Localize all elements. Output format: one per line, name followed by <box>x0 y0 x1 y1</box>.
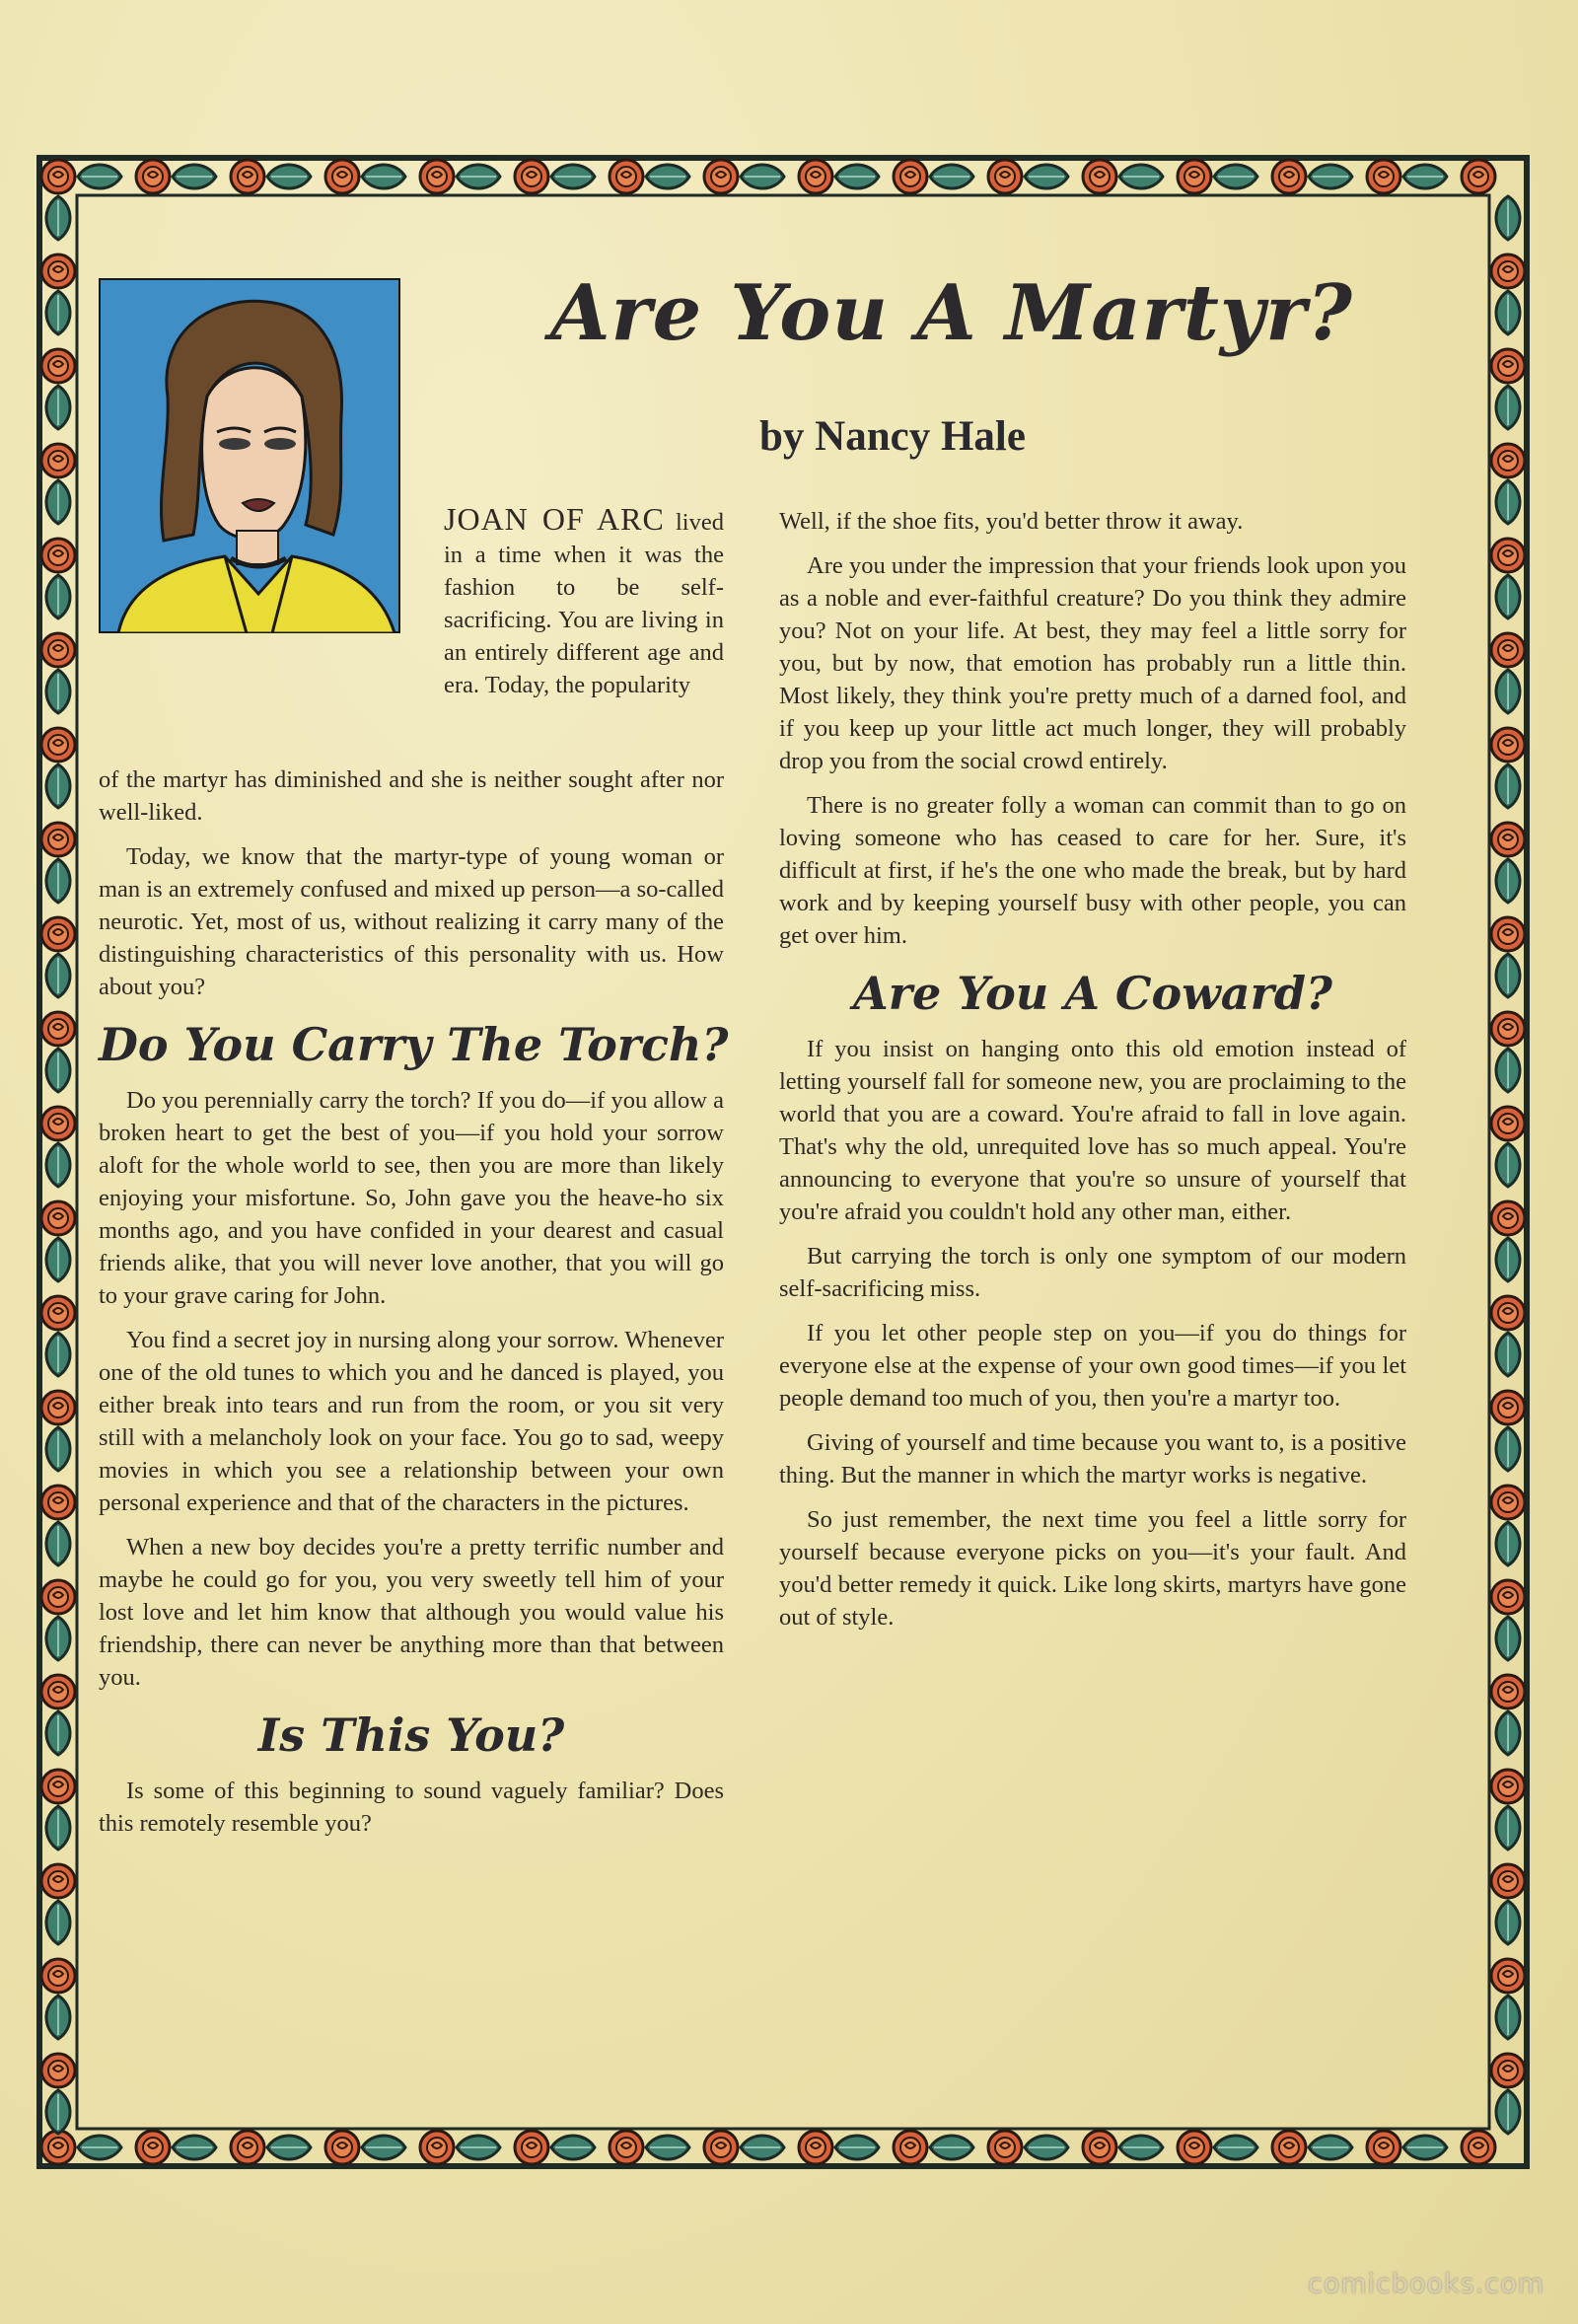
leaf-ornament <box>267 2136 311 2159</box>
rose-ornament <box>610 2131 643 2164</box>
paragraph: Do you perennially carry the torch? If you do—if you allow a broken heart to get the best of you—if you hold your sorrow aloft for the whole world to see, then you are more than likely enjoying your misfortune. So, John gave you the heave-ho six months ago, and you have confided in your dearest and casual friends alike, that you will never love another, that you will go to your grave caring for John. <box>99 1087 724 1309</box>
rose-ornament <box>1491 1959 1525 1993</box>
section-heading: Do You Carry The Torch? <box>99 1018 729 1071</box>
paragraph: Is some of this beginning to sound vaguely familiar? Does this remotely resemble you? <box>99 1778 724 1837</box>
rose-ornament <box>894 2131 927 2164</box>
intro-paragraph <box>444 503 724 713</box>
leaf-ornament <box>46 670 70 713</box>
rose-ornament <box>1491 917 1525 951</box>
paragraph: But carrying the torch is only one symptom of our modern self-sacrificing miss. <box>779 1243 1406 1302</box>
rose-ornament <box>136 2131 170 2164</box>
leaf-ornament <box>1496 859 1520 903</box>
rose-ornament <box>515 160 548 193</box>
leaf-ornament <box>267 165 311 188</box>
leaf-ornament <box>46 575 70 618</box>
leaf-ornament <box>1496 480 1520 524</box>
rose-ornament <box>325 160 359 193</box>
rose-ornament <box>1491 1201 1525 1235</box>
rose-ornament <box>1491 1770 1525 1803</box>
leaf-ornament <box>1496 291 1520 334</box>
rose-ornament <box>1491 1012 1525 1046</box>
rose-ornament <box>1491 1107 1525 1140</box>
rose-ornament <box>231 2131 264 2164</box>
rose-ornament <box>41 1296 75 1330</box>
rose-ornament <box>799 160 832 193</box>
rose-ornament <box>1491 254 1525 288</box>
rose-ornament <box>420 2131 454 2164</box>
paragraph: Well, if the shoe fits, you'd better throw it away. <box>779 508 1244 535</box>
leaf-ornament <box>78 2136 121 2159</box>
paragraph: Giving of yourself and time because you want to, is a positive thing. But the manner in which the martyr works is negative. <box>779 1429 1406 1489</box>
leaf-ornament <box>46 1143 70 1187</box>
leaf-ornament <box>46 1333 70 1376</box>
leaf-ornament <box>646 2136 689 2159</box>
leaf-ornament <box>1496 2090 1520 2134</box>
article-byline: by Nancy Hale <box>759 413 1026 460</box>
paragraph: So just remember, the next time you feel a little sorry for yourself because everyone picks on you—it's your fault. And you'd better remedy it quick. Like long skirts, martyrs have gone out of style. <box>779 1506 1406 1631</box>
rose-ornament <box>41 349 75 383</box>
rose-ornament <box>1178 2131 1211 2164</box>
leaf-ornament <box>46 386 70 429</box>
rose-ornament <box>41 1201 75 1235</box>
leaf-ornament <box>46 1996 70 2039</box>
leaf-ornament <box>1403 165 1447 188</box>
intro-continuation: of the martyr has diminished and she is neither sought after nor well-liked. <box>99 766 724 826</box>
rose-ornament <box>41 1580 75 1614</box>
leaf-ornament <box>78 165 121 188</box>
rose-ornament <box>41 2054 75 2087</box>
rose-ornament <box>41 1959 75 1993</box>
rose-ornament <box>1491 539 1525 572</box>
rose-ornament <box>1491 1296 1525 1330</box>
leaf-ornament <box>1309 2136 1352 2159</box>
leaf-ornament <box>46 2090 70 2134</box>
leaf-ornament <box>1496 1711 1520 1755</box>
paragraph: If you insist on hanging onto this old emotion instead of letting yourself fall for someone new, you are proclaiming to the world that you are a coward. You're afraid to fall in love again. That's why the old, unrequited love has so much appeal. You're announcing to everyone that you're so unsure of yourself that you're afraid you couldn't hold any other man, either. <box>779 1036 1406 1225</box>
rose-ornament <box>704 2131 738 2164</box>
leaf-ornament <box>1496 386 1520 429</box>
rose-ornament <box>1491 1675 1525 1708</box>
section-heading: Are You A Coward? <box>853 967 1332 1020</box>
article-title: Are You A Martyr? <box>550 268 1353 358</box>
rose-ornament <box>1491 633 1525 667</box>
leaf-ornament <box>46 1238 70 1281</box>
leaf-ornament <box>1403 2136 1447 2159</box>
rose-ornament <box>231 160 264 193</box>
leaf-ornament <box>930 165 973 188</box>
leaf-ornament <box>1119 165 1163 188</box>
left-column <box>99 763 729 1852</box>
woman-portrait-illustration <box>99 278 400 633</box>
leaf-ornament <box>46 1806 70 1850</box>
leaf-ornament <box>457 165 500 188</box>
intro-text: lived in a time when it was the fashion to be self-sacrificing. You are living in an entirely different age and era. Today, the popularity <box>444 509 724 698</box>
leaf-ornament <box>46 1711 70 1755</box>
leaf-ornament <box>1496 1049 1520 1092</box>
rose-ornament <box>1491 1391 1525 1424</box>
rose-ornament <box>1491 444 1525 477</box>
rose-ornament <box>420 160 454 193</box>
rose-ornament <box>1491 2054 1525 2087</box>
leaf-ornament <box>1119 2136 1163 2159</box>
leaf-ornament <box>646 165 689 188</box>
paragraph: Are you under the impression that your friends look upon you as a noble and ever-faithful creature? Do you think they admire you? Not on your life. At best, they may feel a little sorry for you, but by now, that emotion has probably run a little thin. Most likely, they think you're pretty much of a darned fool, and if you keep up your little act much longer, they will probably drop you from the social crowd entirely. <box>779 552 1406 774</box>
rose-ornament <box>136 160 170 193</box>
leaf-ornament <box>46 1522 70 1565</box>
rose-ornament <box>1178 160 1211 193</box>
rose-ornament <box>1491 823 1525 856</box>
site-watermark: comicbooks.com <box>1307 2269 1544 2299</box>
leaf-ornament <box>1496 1333 1520 1376</box>
rose-ornament <box>41 1012 75 1046</box>
leaf-ornament <box>173 2136 216 2159</box>
leaf-ornament <box>1496 1522 1520 1565</box>
leaf-ornament <box>46 480 70 524</box>
leaf-ornament <box>1025 2136 1068 2159</box>
rose-ornament <box>41 728 75 762</box>
rose-ornament <box>610 160 643 193</box>
rose-ornament <box>1491 1486 1525 1519</box>
rose-ornament <box>325 2131 359 2164</box>
leaf-ornament <box>457 2136 500 2159</box>
rose-ornament <box>41 160 75 193</box>
leaf-ornament <box>1496 1996 1520 2039</box>
right-column <box>779 505 1406 1645</box>
leaf-ornament <box>835 2136 879 2159</box>
rose-ornament <box>1083 2131 1116 2164</box>
rose-ornament <box>988 160 1022 193</box>
rose-ornament <box>41 1391 75 1424</box>
rose-ornament <box>41 917 75 951</box>
rose-ornament <box>799 2131 832 2164</box>
rose-ornament <box>515 2131 548 2164</box>
leaf-ornament <box>1496 1427 1520 1471</box>
rose-ornament <box>1491 349 1525 383</box>
leaf-ornament <box>1025 165 1068 188</box>
leaf-ornament <box>551 165 595 188</box>
rose-ornament <box>41 1107 75 1140</box>
rose-ornament <box>1462 2131 1495 2164</box>
leaf-ornament <box>1496 1806 1520 1850</box>
rose-ornament <box>1462 160 1495 193</box>
rose-ornament <box>1491 728 1525 762</box>
leaf-ornament <box>46 1049 70 1092</box>
rose-ornament <box>1367 160 1400 193</box>
leaf-ornament <box>362 2136 405 2159</box>
rose-ornament <box>41 1486 75 1519</box>
rose-ornament <box>41 444 75 477</box>
rose-ornament <box>1272 160 1306 193</box>
leaf-ornament <box>1496 196 1520 240</box>
leaf-ornament <box>1214 165 1257 188</box>
rose-ornament <box>1491 1864 1525 1898</box>
intro-dropcap: JOAN OF ARC <box>444 501 665 537</box>
rose-ornament <box>41 254 75 288</box>
leaf-ornament <box>1496 1901 1520 1944</box>
leaf-ornament <box>1309 165 1352 188</box>
paragraph: Today, we know that the martyr-type of young woman or man is an extremely confused and mixed up person—a so-called neurotic. Yet, most of us, without realizing it carry many of the distinguishing characteristics of this personality with us. How about you? <box>99 843 724 1000</box>
rose-ornament <box>41 1675 75 1708</box>
leaf-ornament <box>1496 1143 1520 1187</box>
leaf-ornament <box>46 1427 70 1471</box>
leaf-ornament <box>362 165 405 188</box>
rose-ornament <box>41 539 75 572</box>
leaf-ornament <box>46 859 70 903</box>
rose-ornament <box>41 2131 75 2164</box>
leaf-ornament <box>835 165 879 188</box>
leaf-ornament <box>551 2136 595 2159</box>
leaf-ornament <box>46 1617 70 1660</box>
rose-ornament <box>1272 2131 1306 2164</box>
leaf-ornament <box>1496 954 1520 997</box>
leaf-ornament <box>173 165 216 188</box>
rose-ornament <box>988 2131 1022 2164</box>
rose-ornament <box>1083 160 1116 193</box>
rose-ornament <box>1491 1580 1525 1614</box>
leaf-ornament <box>46 291 70 334</box>
rose-ornament <box>704 160 738 193</box>
leaf-ornament <box>1496 670 1520 713</box>
rose-ornament <box>41 633 75 667</box>
leaf-ornament <box>46 196 70 240</box>
rose-ornament <box>41 1864 75 1898</box>
rose-ornament <box>41 1770 75 1803</box>
paragraph: There is no greater folly a woman can commit than to go on loving someone who has ceased to care for her. Sure, it's difficult at first, if he's the one who made the break, but by hard work and by keeping yourself busy with other people, you can get over him. <box>779 792 1406 949</box>
paragraph: If you let other people step on you—if you do things for everyone else at the expense of your own good times—if you let people demand too much of you, then you're a martyr too. <box>779 1320 1406 1412</box>
rose-ornament <box>894 160 927 193</box>
leaf-ornament <box>1496 1617 1520 1660</box>
rose-ornament <box>41 823 75 856</box>
leaf-ornament <box>46 764 70 808</box>
section-heading: Is This You? <box>257 1708 565 1762</box>
leaf-ornament <box>1496 764 1520 808</box>
leaf-ornament <box>1496 1238 1520 1281</box>
leaf-ornament <box>741 165 784 188</box>
leaf-ornament <box>930 2136 973 2159</box>
paragraph: When a new boy decides you're a pretty terrific number and maybe he could go for you, you very sweetly tell him of your lost love and let him know that although you would value his friendship, there can never be anything more than that between you. <box>99 1534 724 1691</box>
leaf-ornament <box>46 954 70 997</box>
leaf-ornament <box>1496 575 1520 618</box>
leaf-ornament <box>46 1901 70 1944</box>
rose-ornament <box>1367 2131 1400 2164</box>
leaf-ornament <box>1214 2136 1257 2159</box>
leaf-ornament <box>741 2136 784 2159</box>
paragraph: You find a secret joy in nursing along your sorrow. Whenever one of the old tunes to which you and he danced is played, you either break into tears and run from the room, or you sit very still with a melancholy look on your face. You go to sad, weepy movies in which you see a relationship between your own personal experience and that of the characters in the pictures. <box>99 1327 724 1516</box>
